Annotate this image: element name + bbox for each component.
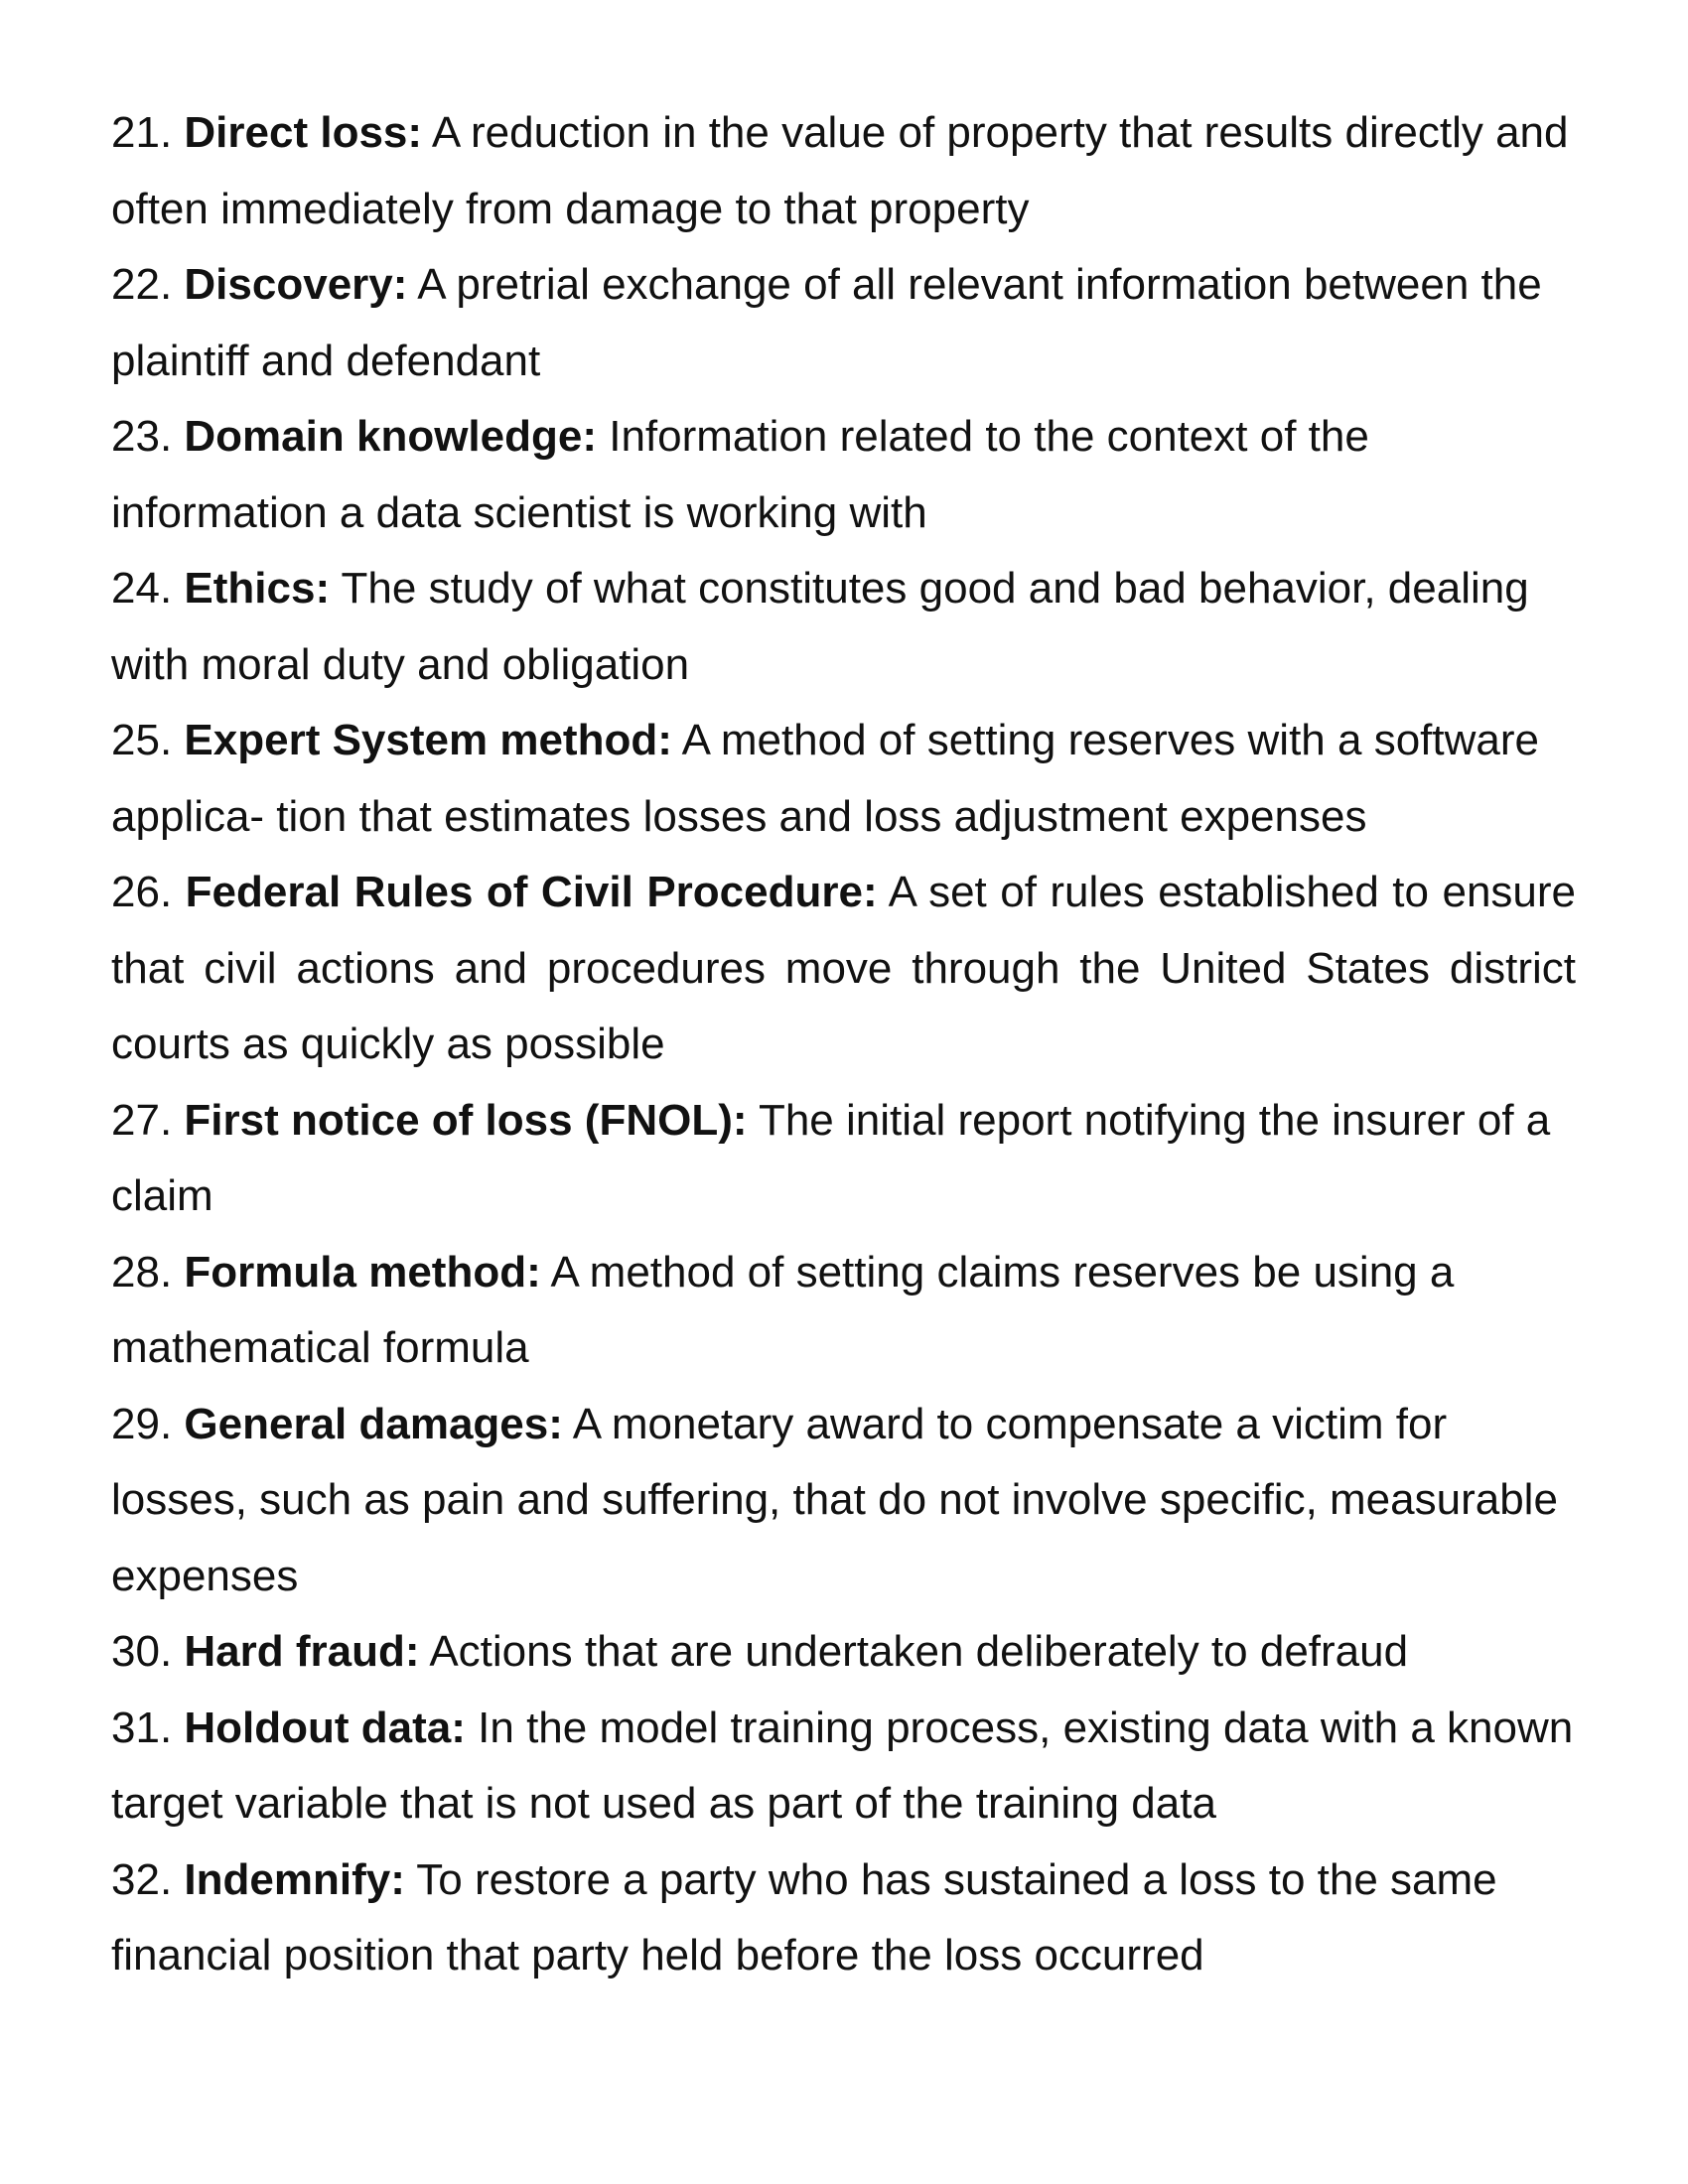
entry-term: Hard fraud:: [184, 1627, 420, 1676]
entry-number: 27.: [111, 1095, 173, 1145]
entry-definition: A method of setting claims reserves be using a mathematical formula: [111, 1247, 1455, 1372]
entry-term: Discovery:: [184, 260, 408, 309]
glossary-entry-direct-loss: [111, 95, 1576, 247]
entry-number: 29.: [111, 1399, 173, 1448]
entry-number: 21.: [111, 108, 173, 157]
entry-number: 26.: [111, 868, 173, 916]
glossary-entry-ethics: [111, 551, 1576, 703]
entry-definition: Information related to the context of the information a data scientist is working with: [111, 412, 1369, 537]
entry-term: Formula method:: [184, 1247, 541, 1297]
glossary-entry-general-damages: [111, 1387, 1576, 1615]
entry-number: 31.: [111, 1703, 173, 1752]
entry-definition: A reduction in the value of property that results directly and often immediately from damage to that property: [111, 108, 1569, 233]
entry-definition: To restore a party who has sustained a loss to the same financial position that party held before the loss occurred: [111, 1854, 1497, 1979]
entry-number: 25.: [111, 716, 173, 764]
glossary-entry-hard-fraud: [111, 1614, 1576, 1691]
entry-term: General damages:: [184, 1399, 563, 1448]
entry-term: Ethics:: [184, 564, 331, 613]
glossary-entry-holdout-data: [111, 1691, 1576, 1843]
entry-number: 23.: [111, 412, 173, 461]
glossary-entry-federal-rules: [111, 855, 1576, 1083]
entry-definition: The study of what constitutes good and bad behavior, dealing with moral duty and obligation: [111, 564, 1529, 689]
glossary-entry-indemnify: [111, 1843, 1576, 1994]
entry-definition: A pretrial exchange of all relevant information between the plaintiff and defendant: [111, 260, 1542, 385]
entry-number: 24.: [111, 564, 173, 613]
entry-term: First notice of loss (FNOL):: [184, 1095, 748, 1145]
entry-definition: A monetary award to compensate a victim for losses, such as pain and suffering, that do not involve specific, measurable expenses: [111, 1399, 1558, 1600]
glossary-page: [111, 95, 1576, 1994]
glossary-entry-fnol: [111, 1083, 1576, 1235]
glossary-entry-formula-method: [111, 1235, 1576, 1387]
entry-number: 30.: [111, 1627, 173, 1676]
entry-definition: The initial report notifying the insurer of a claim: [111, 1095, 1551, 1220]
entry-definition: A method of setting reserves with a software applica- tion that estimates losses and loss adjustment expenses: [111, 716, 1539, 841]
entry-definition: A set of rules established to ensure that civil actions and procedures move through the United States district courts as quickly as possible: [111, 868, 1577, 1068]
glossary-entry-expert-system-method: [111, 703, 1576, 855]
glossary-entry-discovery: [111, 247, 1576, 399]
entry-definition: Actions that are undertaken deliberately to defraud: [429, 1627, 1409, 1676]
entry-number: 28.: [111, 1247, 173, 1297]
entry-term: Domain knowledge:: [184, 412, 597, 461]
entry-number: 32.: [111, 1854, 173, 1904]
entry-definition: In the model training process, existing data with a known target variable that is not used as part of the training data: [111, 1703, 1574, 1828]
entry-term: Federal Rules of Civil Procedure:: [185, 868, 878, 916]
entry-term: Direct loss:: [184, 108, 423, 157]
entry-term: Holdout data:: [184, 1703, 466, 1752]
entry-term: Expert System method:: [184, 716, 672, 764]
entry-term: Indemnify:: [184, 1854, 405, 1904]
entry-number: 22.: [111, 260, 173, 309]
glossary-entry-domain-knowledge: [111, 399, 1576, 551]
